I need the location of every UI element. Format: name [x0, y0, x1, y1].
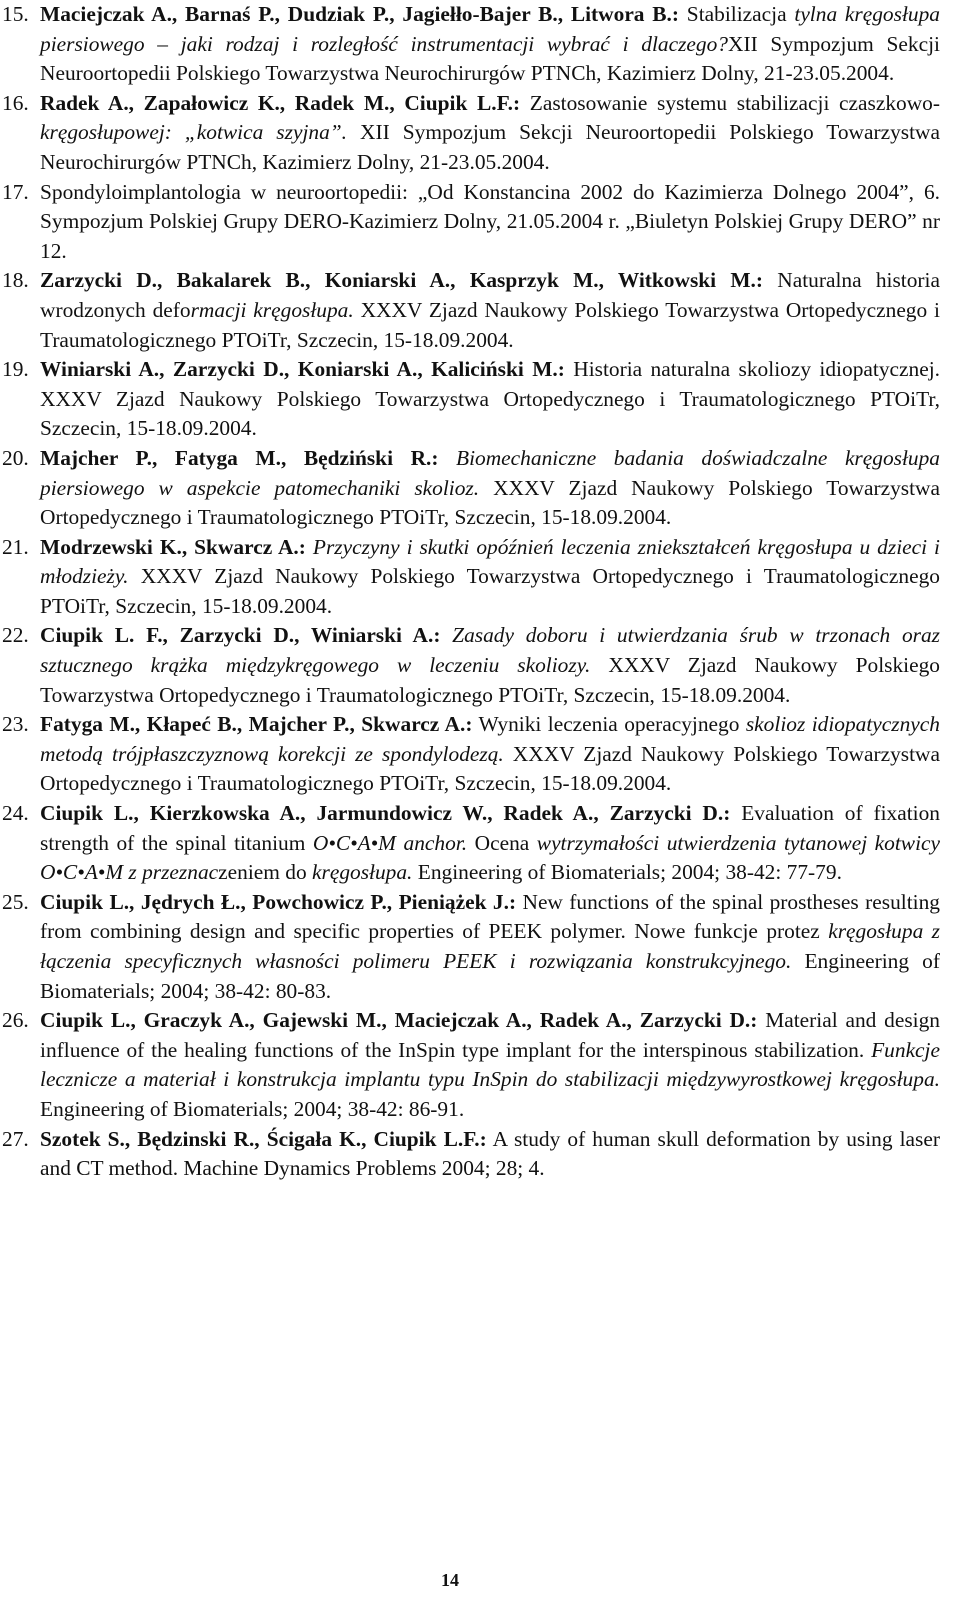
reference-number: 24. [2, 801, 29, 826]
reference-number: 17. [2, 179, 29, 204]
reference-title: skolioz idiopatycznych metodą trójpłaszczyznową korekcji ze spondylodezą. [40, 712, 940, 766]
reference-authors: Szotek S., Będzinski R., Ścigała K., Ciupik L.F.: [40, 1126, 487, 1151]
reference-authors: Ciupik L., Jędrych Ł., Powchowicz P., Pieniążek J.: [40, 889, 517, 914]
reference-title: O•C•A•M anchor. [312, 830, 468, 855]
reference-entry [0, 1125, 940, 1184]
reference-text: XXXV Zjazd Naukowy Polskiego Towarzystwa Ortopedycznego i Traumatologicznego PTOiTr, Szczecin, 15-18.09.2004. [40, 297, 940, 352]
reference-authors: Zarzycki D., Bakalarek B., Koniarski A., Kasprzyk M., Witkowski M.: [40, 268, 764, 293]
reference-number: 25. [2, 889, 29, 914]
reference-text: Engineering of Biomaterials; 2004; 38-42: 86-91. [40, 1096, 465, 1121]
reference-number: 22. [2, 623, 29, 648]
reference-text: Spondyloimplantologia w neuroortopedii: „Od Konstancina 2002 do Kazimierza Dolnego 2004”, 6. Sympozjum Polskiej Grupy DERO-Kazimierz Dolny, 21.05.2004 r. „Biuletyn Polskiej Grupy DERO” nr 12. [40, 179, 940, 263]
reference-number: 27. [2, 1126, 29, 1151]
reference-number: 16. [2, 90, 29, 115]
reference-text: Engineering of Biomaterials; 2004; 38-42: 80-83. [40, 949, 940, 1003]
reference-entry [0, 533, 940, 622]
reference-entry [0, 355, 940, 444]
reference-title: Przyczyny i skutki opóźnień leczenia zniekształceń kręgosłupa u dzieci i młodzieży. [40, 534, 940, 589]
reference-text: XII Sympozjum Sekcji Neuroortopedii Polskiego Towarzystwa Neurochirurgów PTNCh, Kazimierz Dolny, 21-23.05.2004. [40, 31, 941, 86]
reference-number: 23. [2, 712, 29, 737]
reference-text: Historia naturalna skoliozy idiopatycznej. XXXV Zjazd Naukowy Polskiego Towarzystwa Ortopedycznego i Traumatologicznego PTOiTr, Szczecin, 15-18.09.2004. [40, 357, 940, 441]
reference-authors: Fatyga M., Kłapeć B., Majcher P., Skwarcz A.: [40, 712, 473, 737]
reference-authors: Modrzewski K., Skwarcz A.: [40, 534, 306, 559]
reference-number: 18. [2, 268, 29, 293]
reference-text: Material and design influence of the healing functions of the InSpin type implant for the interspinous stabilization. [40, 1008, 940, 1062]
reference-entry [0, 266, 940, 355]
reference-entry [0, 89, 940, 178]
reference-text: Wyniki leczenia operacyjnego [472, 712, 746, 737]
reference-number: 26. [2, 1008, 29, 1033]
reference-entry [0, 710, 940, 799]
reference-text: Evaluation of fixation strength of the spinal titanium [40, 801, 941, 855]
reference-authors: Winiarski A., Zarzycki D., Koniarski A., Kaliciński M.: [40, 357, 565, 382]
reference-text: A study of human skull deformation by using laser and CT method. Machine Dynamics Problems 2004; 28; 4. [40, 1126, 940, 1181]
reference-title: wytrzymałości utwierdzenia tytanowej kotwicy O•C•A•M z przeznac [40, 830, 941, 885]
reference-text: XXXV Zjazd Naukowy Polskiego Towarzystwa Ortopedycznego i Traumatologicznego PTOiTr, Szczecin, 15-18.09.2004. [40, 564, 940, 618]
reference-title: kręgosłupa z łączenia specyficznych własności polimeru PEEK i rozwiązania konstrukcyjnego. [40, 919, 940, 973]
reference-title: tylna kręgosłupa piersiowego – jaki rodzaj i rozległość instrumentacji wybrać i dlaczego? [40, 2, 940, 56]
reference-entry [0, 444, 940, 533]
reference-text: Zastosowanie systemu stabilizacji czaszkowo- [520, 90, 940, 115]
reference-text: Ocena [467, 830, 537, 855]
reference-entry [0, 1006, 940, 1124]
reference-text: Stabilizacja [679, 2, 795, 26]
reference-text: XXXV Zjazd Naukowy Polskiego Towarzystwa Ortopedycznego i Traumatologicznego PTOiTr, Szczecin, 15-18.09.2004. [40, 741, 940, 796]
reference-text: XXXV Zjazd Naukowy Polskiego Towarzystwa Ortopedycznego i Traumatologicznego PTOiTr, Szczecin, 15-18.09.2004. [40, 475, 940, 530]
reference-number: 21. [2, 534, 29, 559]
reference-number: 19. [2, 357, 29, 382]
reference-title: Biomechaniczne badania doświadczalne kręgosłupa piersiowego w aspekcie patomechaniki skolioz. [40, 445, 940, 500]
reference-text: New functions of the spinal prostheses resulting from combining design and specific properties of PEEK polymer. Nowe funkcje protez [40, 889, 940, 944]
reference-entry [0, 0, 940, 89]
reference-entry [0, 799, 940, 888]
reference-authors: Ciupik L. F., Zarzycki D., Winiarski A.: [40, 623, 441, 648]
reference-text: zeniem do [218, 860, 312, 885]
reference-text: Engineering of Biomaterials; 2004; 38-42: 77-79. [412, 860, 842, 885]
reference-authors: Majcher P., Fatyga M., Będziński R.: [40, 445, 439, 470]
reference-entry [0, 621, 940, 710]
reference-number: 15. [2, 2, 29, 26]
reference-title: Zasady doboru i utwierdzania śrub w trzonach oraz sztucznego krążka międzykręgowego w leczeniu skoliozy. [40, 623, 940, 678]
reference-text: XII Sympozjum Sekcji Neuroortopedii Polskiego Towarzystwa Neurochirurgów PTNCh, Kazimierz Dolny, 21-23.05.2004. [40, 120, 940, 174]
reference-authors: Ciupik L., Kierzkowska A., Jarmundowicz W., Radek A., Zarzycki D.: [40, 801, 731, 826]
page-number: 14 [441, 1570, 459, 1590]
reference-title: rmacji kręgosłupa. [190, 297, 354, 322]
reference-entry [0, 888, 940, 1006]
reference-authors: Radek A., Zapałowicz K., Radek M., Ciupik L.F.: [40, 90, 521, 115]
reference-text: XXXV Zjazd Naukowy Polskiego Towarzystwa Ortopedycznego i Traumatologicznego PTOiTr, Szczecin, 15-18.09.2004. [40, 653, 940, 707]
reference-entry [0, 178, 940, 267]
reference-title: kręgosłupa. [312, 860, 413, 885]
reference-number: 20. [2, 445, 29, 470]
reference-title: Funkcje lecznicze a materiał i konstrukcja implantu typu InSpin do stabilizacji międzywyrostkowej kręgosłupa. [40, 1037, 940, 1092]
reference-title: kręgosłupowej: „kotwica szyjna”. [40, 120, 348, 145]
reference-text: Naturalna historia wrodzonych defo [40, 268, 940, 322]
reference-authors: Maciejczak A., Barnaś P., Dudziak P., Jagiełło-Bajer B., Litwora B.: [40, 2, 680, 26]
reference-authors: Ciupik L., Graczyk A., Gajewski M., Maciejczak A., Radek A., Zarzycki D.: [40, 1008, 758, 1033]
